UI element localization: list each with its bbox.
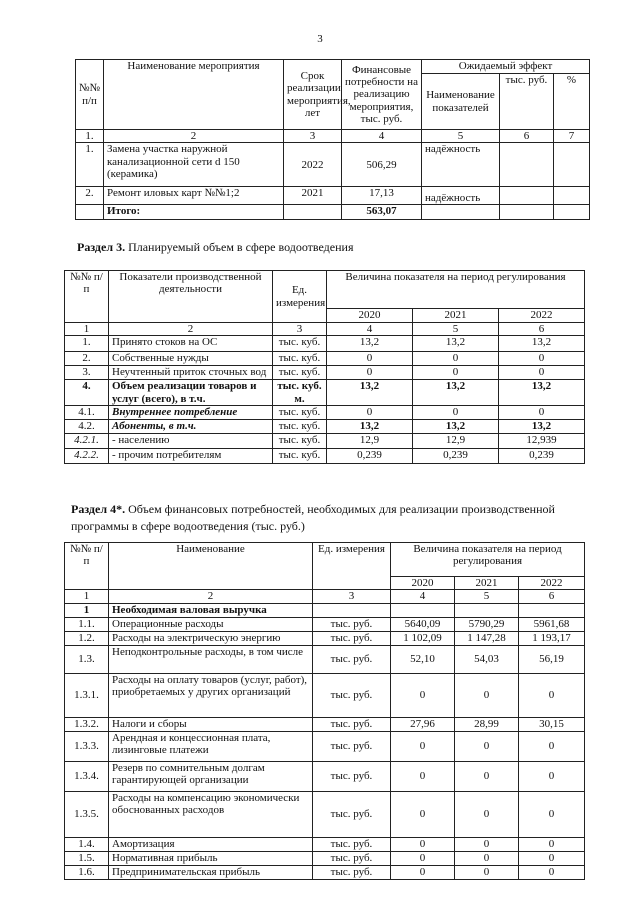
- row-value: 0: [519, 865, 585, 879]
- row-num: 1.3.2.: [65, 717, 109, 731]
- table-row: [65, 851, 585, 865]
- finance-table: [64, 542, 585, 880]
- row-unit: тыс. руб.: [313, 791, 391, 837]
- row-name: Расходы на компенсацию экономически обоснованных расходов: [109, 791, 313, 837]
- row-indicator: надёжность: [422, 143, 500, 187]
- row-pct: [554, 187, 590, 205]
- row-value: 0: [455, 791, 519, 837]
- row-unit: тыс. руб.: [313, 617, 391, 631]
- row-value: 0: [391, 761, 455, 791]
- header-measure-name: Наименование мероприятия: [104, 60, 284, 130]
- row-value: 0: [499, 406, 585, 420]
- row-value: 13,2: [413, 380, 499, 406]
- row-unit: тыс. куб.: [273, 420, 327, 434]
- row-num: 1.3.5.: [65, 791, 109, 837]
- row-finance: 506,29: [342, 143, 422, 187]
- row-name: Налоги и сборы: [109, 717, 313, 731]
- row-value: 5961,68: [519, 617, 585, 631]
- row-value: 0,239: [327, 449, 413, 464]
- row-name: Собственные нужды: [109, 352, 273, 366]
- column-number: 5: [413, 323, 499, 336]
- total-label: Итого:: [104, 205, 284, 220]
- row-name: Ремонт иловых карт №№1;2: [104, 187, 284, 205]
- column-number: 6: [499, 323, 585, 336]
- section-3-label: Раздел 3.: [77, 240, 126, 254]
- row-num: 1.4.: [65, 837, 109, 851]
- row-num: 1: [65, 603, 109, 617]
- header-unit: Ед. измерения: [273, 271, 327, 323]
- header-year: 2021: [413, 309, 499, 323]
- row-unit: тыс. куб.: [273, 434, 327, 449]
- row-pct: [554, 143, 590, 187]
- row-num: 1.6.: [65, 865, 109, 879]
- table-row: [65, 406, 585, 420]
- row-num: 2.: [76, 187, 104, 205]
- row-name: Расходы на электрическую энергию: [109, 631, 313, 645]
- row-unit: тыс. руб.: [313, 717, 391, 731]
- row-value: 54,03: [455, 645, 519, 673]
- row-num: 1.: [65, 336, 109, 352]
- row-value: 0: [455, 731, 519, 761]
- row-value: 0: [519, 837, 585, 851]
- column-number: 3: [284, 130, 342, 143]
- table-row: [65, 865, 585, 879]
- header-year: 2022: [519, 577, 585, 590]
- header-indicator: Показатели производственной деятельности: [109, 271, 273, 323]
- row-unit: тыс. куб.: [273, 352, 327, 366]
- section-4-label: Раздел 4*.: [71, 502, 126, 516]
- row-value: 0: [413, 366, 499, 380]
- row-value: 0: [499, 366, 585, 380]
- row-name: Абоненты, в т.ч.: [109, 420, 273, 434]
- row-value: 13,2: [499, 380, 585, 406]
- section-row: [65, 603, 585, 617]
- column-numbers-row: [65, 590, 585, 603]
- row-value: 52,10: [391, 645, 455, 673]
- row-unit: тыс. руб.: [313, 645, 391, 673]
- row-value: 0: [499, 352, 585, 366]
- row-value: 1 193,17: [519, 631, 585, 645]
- column-number: 3: [273, 323, 327, 336]
- row-value: 13,2: [327, 336, 413, 352]
- header-num: №№ п/п: [65, 271, 109, 323]
- row-value: 0: [391, 851, 455, 865]
- row-num: 1.2.: [65, 631, 109, 645]
- row-name: Предпринимательская прибыль: [109, 865, 313, 879]
- row-value: 0: [413, 352, 499, 366]
- row-unit: тыс. куб.: [273, 449, 327, 464]
- row-unit: тыс. руб.: [313, 731, 391, 761]
- row-value: 0: [455, 837, 519, 851]
- row-unit: тыс. куб. м.: [273, 380, 327, 406]
- row-value: 0: [327, 406, 413, 420]
- row-name: Расходы на оплату товаров (услуг, работ), приобретаемых у других организаций: [109, 673, 313, 717]
- row-value: 0,239: [499, 449, 585, 464]
- row-year: 2021: [284, 187, 342, 205]
- header-finance: Финансовые потребности на реализацию мероприятия, тыс. руб.: [342, 60, 422, 130]
- row-value: 56,19: [519, 645, 585, 673]
- row-unit: тыс. руб.: [313, 837, 391, 851]
- row-name: Неучтенный приток сточных вод: [109, 366, 273, 380]
- table-row: [65, 791, 585, 837]
- row-unit: тыс. куб.: [273, 406, 327, 420]
- row-value: 13,2: [413, 336, 499, 352]
- header-year: 2022: [499, 309, 585, 323]
- row-name: Замена участка наружной канализационной сети d 150 (керамика): [104, 143, 284, 187]
- row-num: 1.3.1.: [65, 673, 109, 717]
- column-number: 4: [327, 323, 413, 336]
- header-indicator-name: Наименование показателей: [422, 74, 500, 130]
- column-number: 5: [455, 590, 519, 603]
- row-num: 1.3.3.: [65, 731, 109, 761]
- row-name: - населению: [109, 434, 273, 449]
- column-number: 7: [554, 130, 590, 143]
- column-number: 4: [391, 590, 455, 603]
- volume-table: [64, 270, 585, 464]
- column-number: 1: [65, 323, 109, 336]
- row-unit: тыс. руб.: [313, 673, 391, 717]
- row-unit: тыс. руб.: [313, 631, 391, 645]
- row-value: 13,2: [327, 420, 413, 434]
- row-value: 0: [519, 761, 585, 791]
- row-value: 0: [455, 673, 519, 717]
- section-3-text: Планируемый объем в сфере водоотведения: [125, 240, 354, 254]
- header-num: №№ п/п: [65, 543, 109, 590]
- column-number: 1: [65, 590, 109, 603]
- row-year: 2022: [284, 143, 342, 187]
- total-value: 563,07: [342, 205, 422, 220]
- table-row: [65, 731, 585, 761]
- table-row: [65, 449, 585, 464]
- row-name: - прочим потребителям: [109, 449, 273, 464]
- page-number: 3: [317, 33, 323, 45]
- column-number: 1.: [76, 130, 104, 143]
- row-name: Неподконтрольные расходы, в том числе: [109, 645, 313, 673]
- row-name: Необходимая валовая выручка: [109, 603, 313, 617]
- header-year: 2020: [391, 577, 455, 590]
- column-number: 6: [500, 130, 554, 143]
- row-value: 27,96: [391, 717, 455, 731]
- total-row: [76, 205, 590, 220]
- row-value: 12,9: [413, 434, 499, 449]
- table-row: [65, 380, 585, 406]
- row-value: 13,2: [499, 420, 585, 434]
- row-value: 0: [391, 791, 455, 837]
- header-value: Величина показателя на период регулирования: [327, 271, 585, 309]
- row-name: Внутреннее потребление: [109, 406, 273, 420]
- column-number: 2: [109, 590, 313, 603]
- row-value: 0,239: [413, 449, 499, 464]
- row-value: 13,2: [327, 380, 413, 406]
- row-value: 0: [327, 366, 413, 380]
- table-row: [65, 673, 585, 717]
- header-term: Срок реализации мероприятия, лет: [284, 60, 342, 130]
- row-num: 4.2.: [65, 420, 109, 434]
- header-unit: Ед. измерения: [313, 543, 391, 590]
- row-name: Резерв по сомнительным долгам гарантирующей организации: [109, 761, 313, 791]
- row-value: 1 102,09: [391, 631, 455, 645]
- row-name: Объем реализации товаров и услуг (всего), в т.ч.: [109, 380, 273, 406]
- row-value: 5640,09: [391, 617, 455, 631]
- column-number: 5: [422, 130, 500, 143]
- table-row: [65, 631, 585, 645]
- row-num: 4.2.2.: [65, 449, 109, 464]
- header-value: Величина показателя на период регулирования: [391, 543, 585, 577]
- row-rub: [500, 187, 554, 205]
- row-value: 0: [391, 865, 455, 879]
- row-name: Амортизация: [109, 837, 313, 851]
- table-row: [65, 717, 585, 731]
- column-number: 2: [109, 323, 273, 336]
- row-value: 1 147,28: [455, 631, 519, 645]
- section-3-title: [77, 240, 353, 255]
- row-value: 0: [455, 851, 519, 865]
- row-value: 0: [413, 406, 499, 420]
- row-unit: тыс. руб.: [313, 761, 391, 791]
- row-num: 1.1.: [65, 617, 109, 631]
- row-value: 5790,29: [455, 617, 519, 631]
- table-row: [76, 143, 590, 187]
- row-num: 3.: [65, 366, 109, 380]
- row-num: 1.5.: [65, 851, 109, 865]
- header-name: Наименование: [109, 543, 313, 590]
- row-value: 0: [519, 851, 585, 865]
- row-num: 1.3.4.: [65, 761, 109, 791]
- row-value: 0: [519, 791, 585, 837]
- row-rub: [500, 143, 554, 187]
- row-name: Операционные расходы: [109, 617, 313, 631]
- row-name: Нормативная прибыль: [109, 851, 313, 865]
- row-indicator: надёжность: [422, 187, 500, 205]
- table-row: [65, 336, 585, 352]
- row-unit: тыс. руб.: [313, 865, 391, 879]
- row-num: 4.2.1.: [65, 434, 109, 449]
- table-row: [65, 761, 585, 791]
- table-row: [76, 187, 590, 205]
- row-unit: тыс. куб.: [273, 336, 327, 352]
- section-4-title: [71, 501, 591, 535]
- table-row: [65, 837, 585, 851]
- row-value: 13,2: [413, 420, 499, 434]
- row-num: 4.1.: [65, 406, 109, 420]
- column-numbers-row: [76, 130, 590, 143]
- row-value: 12,9: [327, 434, 413, 449]
- table-row: [65, 434, 585, 449]
- row-unit: тыс. руб.: [313, 851, 391, 865]
- row-num: 4.: [65, 380, 109, 406]
- row-num: 1.: [76, 143, 104, 187]
- row-value: 30,15: [519, 717, 585, 731]
- row-unit: тыс. куб.: [273, 366, 327, 380]
- row-value: 0: [391, 673, 455, 717]
- row-value: 13,2: [499, 336, 585, 352]
- table-row: [65, 366, 585, 380]
- header-percent: %: [554, 74, 590, 130]
- row-value: 0: [455, 865, 519, 879]
- row-value: 0: [519, 731, 585, 761]
- section-4-text: Объем финансовых потребностей, необходимых для реализации производственной программы в сфере водоотведения (тыс. руб.): [71, 502, 555, 533]
- row-num: 1.3.: [65, 645, 109, 673]
- row-name: Арендная и концессионная плата, лизинговые платежи: [109, 731, 313, 761]
- row-value: 28,99: [455, 717, 519, 731]
- column-numbers-row: [65, 323, 585, 336]
- row-num: 2.: [65, 352, 109, 366]
- row-value: 0: [391, 837, 455, 851]
- row-finance: 17,13: [342, 187, 422, 205]
- table-row: [65, 420, 585, 434]
- table-row: [65, 645, 585, 673]
- header-year: 2021: [455, 577, 519, 590]
- measures-table: [75, 59, 590, 220]
- column-number: 4: [342, 130, 422, 143]
- column-number: 2: [104, 130, 284, 143]
- row-name: Принято стоков на ОС: [109, 336, 273, 352]
- header-expected-effect: Ожидаемый эффект: [422, 60, 590, 74]
- row-value: 12,939: [499, 434, 585, 449]
- column-number: 6: [519, 590, 585, 603]
- row-value: 0: [455, 761, 519, 791]
- row-value: 0: [391, 731, 455, 761]
- header-year: 2020: [327, 309, 413, 323]
- table-row: [65, 617, 585, 631]
- header-num: №№ п/п: [76, 60, 104, 130]
- header-thousand-rub: тыс. руб.: [500, 74, 554, 130]
- column-number: 3: [313, 590, 391, 603]
- row-value: 0: [519, 673, 585, 717]
- row-value: 0: [327, 352, 413, 366]
- table-row: [65, 352, 585, 366]
